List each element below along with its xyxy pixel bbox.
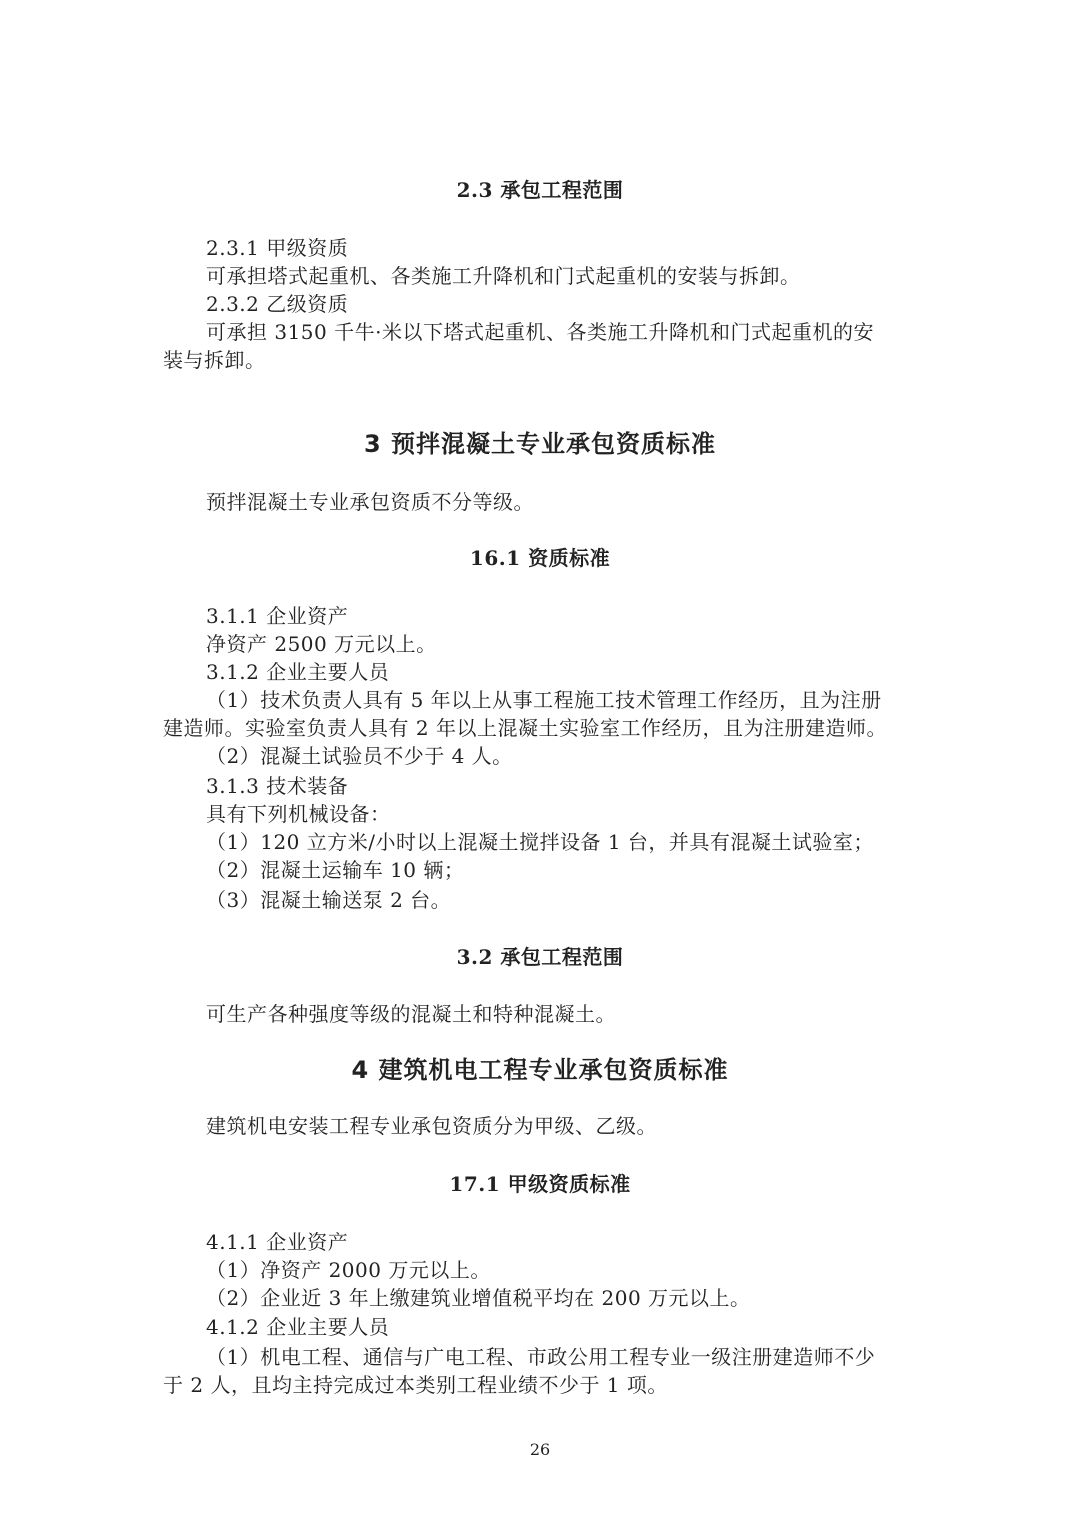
paragraph-line: 4.1.2 企业主要人员 bbox=[206, 1315, 390, 1339]
paragraph-line: 具有下列机械设备： bbox=[206, 802, 391, 826]
paragraph-line: 4.1.1 企业资产 bbox=[206, 1230, 349, 1254]
section-heading-3-2: 3.2 承包工程范围 bbox=[456, 945, 624, 969]
paragraph-line: （1）120 立方米/小时以上混凝土搅拌设备 1 台，并具有混凝土试验室； bbox=[206, 830, 874, 854]
paragraph-line: 可承担 3150 千牛·米以下塔式起重机、各类施工升降机和门式起重机的安 bbox=[206, 320, 874, 344]
paragraph-line: （1）技术负责人具有 5 年以上从事工程施工技术管理工作经历，且为注册 bbox=[206, 688, 882, 712]
section-heading-16-1: 16.1 资质标准 bbox=[469, 546, 611, 570]
paragraph-line: 预拌混凝土专业承包资质不分等级。 bbox=[206, 490, 534, 514]
paragraph-line: 2.3.2 乙级资质 bbox=[206, 292, 349, 316]
paragraph-line: （2）混凝土试验员不少于 4 人。 bbox=[206, 744, 513, 768]
section-heading-17-1: 17.1 甲级资质标准 bbox=[449, 1172, 631, 1196]
paragraph-line: 2.3.1 甲级资质 bbox=[206, 236, 349, 260]
paragraph-line: 可生产各种强度等级的混凝土和特种混凝土。 bbox=[206, 1002, 616, 1026]
chapter-heading-3: 3 预拌混凝土专业承包资质标准 bbox=[363, 430, 717, 458]
paragraph-line: （2）混凝土运输车 10 辆； bbox=[206, 858, 465, 882]
paragraph-line: 可承担塔式起重机、各类施工升降机和门式起重机的安装与拆卸。 bbox=[206, 264, 801, 288]
paragraph-line: 装与拆卸。 bbox=[163, 348, 266, 372]
paragraph-line: 3.1.2 企业主要人员 bbox=[206, 660, 390, 684]
paragraph-line: 于 2 人，且均主持完成过本类别工程业绩不少于 1 项。 bbox=[163, 1373, 668, 1397]
section-heading-2-3: 2.3 承包工程范围 bbox=[456, 178, 624, 202]
paragraph-line: 3.1.3 技术装备 bbox=[206, 774, 349, 798]
paragraph-line: （3）混凝土输送泵 2 台。 bbox=[206, 888, 452, 912]
paragraph-line: 3.1.1 企业资产 bbox=[206, 604, 349, 628]
paragraph-line: （2）企业近 3 年上缴建筑业增值税平均在 200 万元以上。 bbox=[206, 1286, 751, 1310]
paragraph-line: 净资产 2500 万元以上。 bbox=[206, 632, 437, 656]
paragraph-line: 建造师。实验室负责人具有 2 年以上混凝土实验室工作经历，且为注册建造师。 bbox=[163, 716, 887, 740]
chapter-heading-4: 4 建筑机电工程专业承包资质标准 bbox=[351, 1056, 729, 1084]
paragraph-line: 建筑机电安装工程专业承包资质分为甲级、乙级。 bbox=[206, 1114, 657, 1138]
paragraph-line: （1）净资产 2000 万元以上。 bbox=[206, 1258, 491, 1282]
page-number: 26 bbox=[529, 1440, 551, 1459]
paragraph-line: （1）机电工程、通信与广电工程、市政公用工程专业一级注册建造师不少 bbox=[206, 1345, 876, 1369]
